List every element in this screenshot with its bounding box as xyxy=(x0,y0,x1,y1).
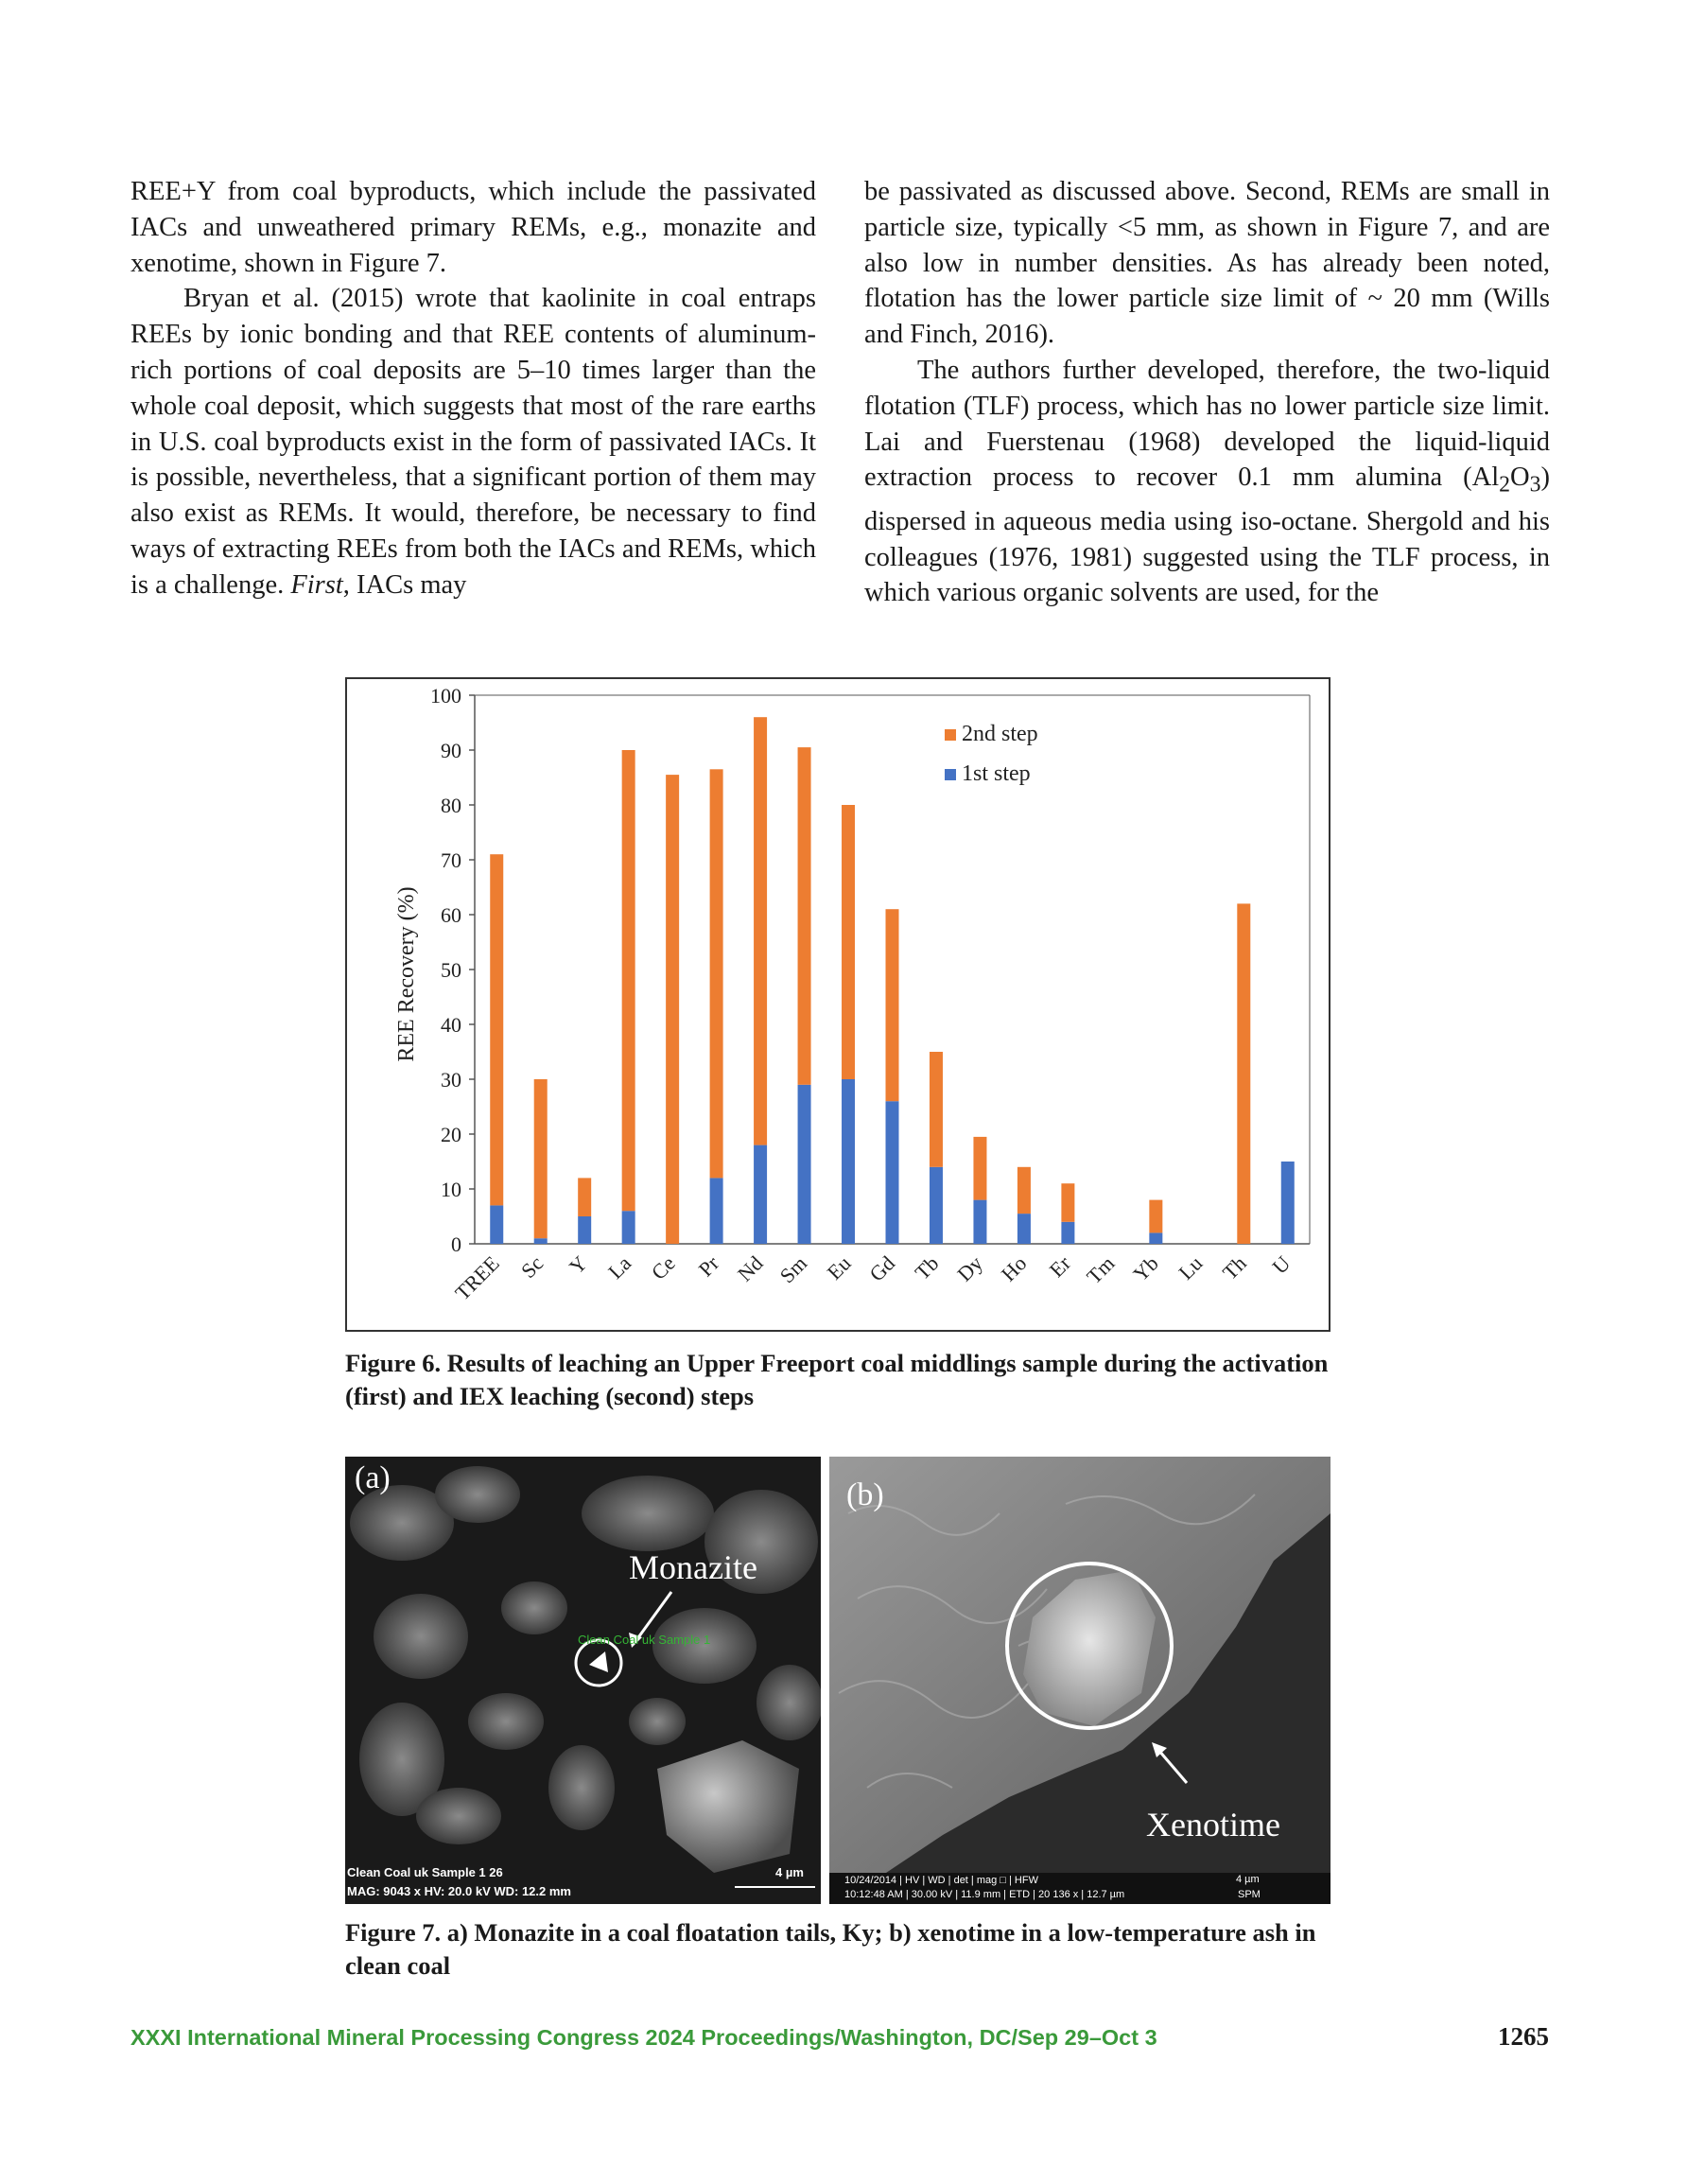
info-headers: 10/24/2014 | HV | WD | det | mag □ | HFW xyxy=(844,1875,1038,1886)
y-tick-label: 70 xyxy=(441,848,461,872)
sem-a-graphic xyxy=(345,1457,821,1904)
x-tick-label: Dy xyxy=(952,1250,987,1286)
bar-1st-step-TREE xyxy=(490,1205,503,1244)
legend-label: 1st step xyxy=(962,761,1031,786)
bar-2nd-step-TREE xyxy=(490,854,503,1205)
sem-a-footer-line2: MAG: 9043 x HV: 20.0 kV WD: 12.2 mm xyxy=(347,1884,571,1898)
x-tick-label: Pr xyxy=(693,1250,724,1282)
monazite-label: Monazite xyxy=(629,1548,757,1586)
x-tick-label: Th xyxy=(1217,1250,1251,1284)
paragraph-text: O xyxy=(1510,463,1530,493)
bar-2nd-step-Ce xyxy=(666,775,679,1244)
bar-1st-step-U xyxy=(1281,1162,1295,1244)
paragraph-text: The authors further developed, therefore, the two-liquid flotation (TLF) process, which has no lower particle size limit. Lai and Fuerstenau (1968) developed the liquid-liquid extraction process to recover 0.1 mm alumina (Al xyxy=(864,355,1550,493)
bar-1st-step-Pr xyxy=(710,1178,723,1244)
panel-label-b: (b) xyxy=(846,1477,884,1512)
x-tick-label: Sm xyxy=(774,1250,812,1288)
bar-1st-step-Sc xyxy=(534,1238,548,1244)
x-tick-label: Gd xyxy=(864,1250,900,1286)
x-tick-label: Yb xyxy=(1128,1250,1163,1286)
x-tick-label: Sc xyxy=(516,1250,548,1284)
bar-2nd-step-Sc xyxy=(534,1079,548,1238)
subscript: 2 xyxy=(1499,473,1511,498)
chart-bars xyxy=(490,717,1295,1244)
x-tick-label: Er xyxy=(1044,1250,1075,1283)
chart-x-ticks xyxy=(450,1250,1295,1304)
y-tick-label: 80 xyxy=(441,794,461,817)
bar-2nd-step-Th xyxy=(1237,903,1250,1244)
figure-6-chart xyxy=(345,677,1330,1332)
x-tick-label: U xyxy=(1267,1250,1296,1279)
bar-1st-step-Y xyxy=(578,1216,591,1244)
bar-2nd-step-Ho xyxy=(1017,1167,1031,1214)
bar-2nd-step-Y xyxy=(578,1178,591,1216)
paragraph-text: Bryan et al. (2015) wrote that kaolinite in coal entraps REEs by ionic bonding and that REE contents of aluminum-rich portions of coal deposits are 5–10 times larger than the whole coal deposit, which suggests that most of the rare earths in U.S. coal byproducts exist in the form of passivated IACs. It is possible, nevertheless, that a significant portion of them may also exist as REMs. It would, therefore, be necessary to find ways of extracting REEs from both the IACs and REMs, which is a challenge. xyxy=(130,284,816,600)
y-tick-label: 20 xyxy=(441,1123,461,1146)
x-tick-label: Lu xyxy=(1174,1250,1208,1284)
y-axis-label: REE Recovery (%) xyxy=(394,886,419,1062)
x-tick-label: La xyxy=(603,1250,636,1284)
paragraph: be passivated as discussed above. Second, REMs are small in particle size, typically <5 mm, as shown in Figure 7, and are also low in number densities. As has already been noted, flotation has the lower particle size limit of ~ 20 mm (Wills and Finch, 2016). xyxy=(864,177,1550,350)
bar-2nd-step-Eu xyxy=(842,805,855,1079)
bar-1st-step-Ho xyxy=(1017,1214,1031,1244)
y-tick-label: 60 xyxy=(441,903,461,927)
footer-proceedings: XXXI International Mineral Processing Congress 2024 Proceedings/Washington, DC/Sep 29–Oct 3 xyxy=(130,2025,1157,2050)
paragraph xyxy=(864,353,1550,611)
bar-1st-step-Nd xyxy=(754,1145,767,1244)
paragraph-text: , IACs may xyxy=(342,569,467,600)
sem-b-scale-sub: SPM xyxy=(1238,1889,1261,1900)
bar-1st-step-Eu xyxy=(842,1079,855,1244)
chart-svg xyxy=(347,679,1329,1330)
y-tick-label: 90 xyxy=(441,739,461,762)
page-number: 1265 xyxy=(1498,2022,1549,2051)
info-values: 10:12:48 AM | 30.00 kV | 11.9 mm | ETD | 20 136 x | 12.7 µm xyxy=(844,1889,1125,1900)
x-tick-label: Eu xyxy=(822,1250,856,1284)
y-tick-label: 40 xyxy=(441,1013,461,1037)
subscript: 3 xyxy=(1529,473,1541,498)
x-tick-label: Tb xyxy=(910,1250,944,1284)
paragraph xyxy=(130,281,816,603)
bar-2nd-step-Er xyxy=(1061,1183,1074,1222)
x-tick-label: Ho xyxy=(996,1250,1032,1286)
bar-2nd-step-Yb xyxy=(1149,1200,1162,1233)
paragraph-text: ) dispersed in aqueous media using iso-octane. Shergold and his colleagues (1976, 1981) suggested using the TLF process, in which various organic solvents are used, for the xyxy=(864,463,1550,608)
chart-y-ticks xyxy=(430,684,475,1256)
text-column-left xyxy=(130,174,816,603)
bar-1st-step-Sm xyxy=(798,1085,811,1244)
emphasis-text: First xyxy=(290,569,343,600)
bar-2nd-step-Nd xyxy=(754,717,767,1144)
y-tick-label: 50 xyxy=(441,958,461,982)
x-tick-label: Nd xyxy=(732,1250,768,1286)
sem-image-xenotime xyxy=(829,1457,1330,1904)
bar-1st-step-Gd xyxy=(886,1101,899,1244)
x-tick-label: Ce xyxy=(646,1250,680,1284)
y-tick-label: 0 xyxy=(451,1232,461,1256)
x-tick-label: Y xyxy=(564,1250,592,1279)
sem-b-scale-label: 4 µm xyxy=(1236,1874,1260,1885)
panel-label-a: (a) xyxy=(355,1460,391,1495)
bar-2nd-step-La xyxy=(622,750,635,1211)
figure-6-caption: Figure 6. Results of leaching an Upper Freeport coal middlings sample during the activation (first) and IEX leaching (second) steps xyxy=(345,1349,1329,1410)
bar-2nd-step-Gd xyxy=(886,909,899,1101)
figure-7-caption: Figure 7. a) Monazite in a coal floatation tails, Ky; b) xenotime in a low-temperature ash in clean coal xyxy=(345,1918,1316,1980)
sample-overlay-text: Clean Coal uk Sample 1 xyxy=(578,1633,711,1647)
bar-2nd-step-Tb xyxy=(930,1052,943,1167)
bar-1st-step-La xyxy=(622,1211,635,1244)
chart-legend xyxy=(945,722,1038,786)
y-tick-label: 100 xyxy=(430,684,461,708)
sem-a-footer-line1: Clean Coal uk Sample 1 26 xyxy=(347,1865,503,1879)
paragraph: REE+Y from coal byproducts, which include the passivated IACs and unweathered primary REMs, e.g., monazite and xenotime, shown in Figure 7. xyxy=(130,177,816,278)
x-tick-label: Tm xyxy=(1082,1250,1120,1289)
bar-2nd-step-Pr xyxy=(710,769,723,1178)
y-tick-label: 10 xyxy=(441,1178,461,1201)
sem-a-scale-bar xyxy=(735,1886,815,1888)
bar-1st-step-Tb xyxy=(930,1167,943,1244)
legend-swatch xyxy=(945,729,956,741)
bar-2nd-step-Dy xyxy=(973,1137,986,1200)
x-tick-label: TREE xyxy=(450,1250,504,1305)
bar-2nd-step-Sm xyxy=(798,747,811,1085)
legend-swatch xyxy=(945,769,956,780)
text-column-right xyxy=(864,174,1550,611)
bar-1st-step-Dy xyxy=(973,1200,986,1244)
bar-1st-step-Yb xyxy=(1149,1232,1162,1244)
y-tick-label: 30 xyxy=(441,1068,461,1092)
bar-1st-step-Er xyxy=(1061,1222,1074,1244)
sem-a-scale-label: 4 µm xyxy=(775,1865,804,1879)
sem-image-monazite xyxy=(345,1457,821,1904)
xenotime-label: Xenotime xyxy=(1146,1806,1280,1843)
legend-label: 2nd step xyxy=(962,722,1038,746)
